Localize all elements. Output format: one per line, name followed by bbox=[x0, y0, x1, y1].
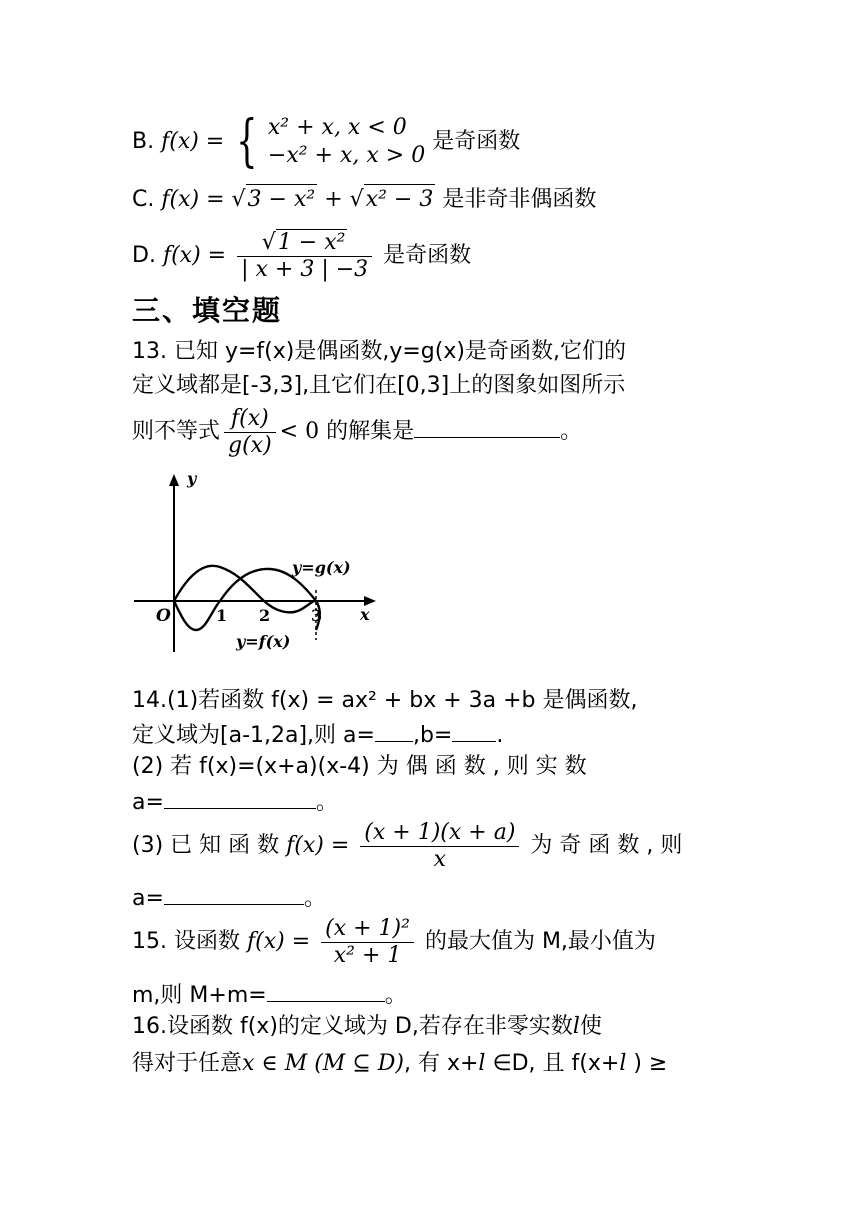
q13-relation: < 0 bbox=[279, 419, 320, 444]
option-b-label: B. bbox=[132, 129, 155, 154]
q14-line-1: 14.(1)若函数 f(x) = ax² + bx + 3a +b 是偶函数, bbox=[132, 688, 638, 713]
q14-l5post: 为 奇 函 数 , 则 bbox=[530, 833, 683, 858]
q13-line-1: 13. 已知 y=f(x)是偶函数,y=g(x)是奇函数,它们的 bbox=[132, 339, 626, 364]
q15-fx: f(x) = bbox=[246, 929, 311, 954]
option-c: C. f(x) = √3 − x² + √x² − 3 是非奇非偶函数 bbox=[132, 184, 596, 215]
q16-l1-var: l bbox=[572, 1014, 580, 1039]
piecewise-cases bbox=[268, 114, 425, 170]
q16-line-2 bbox=[132, 1049, 667, 1079]
q14-3-blank[interactable] bbox=[164, 882, 304, 905]
q14-line-6 bbox=[132, 882, 326, 914]
q14-b-blank[interactable] bbox=[452, 719, 496, 742]
q14-a-blank[interactable] bbox=[375, 719, 413, 742]
fraction-numerator: √1 − x² bbox=[237, 229, 372, 257]
option-b bbox=[132, 109, 521, 174]
option-b-tail: 是奇函数 bbox=[432, 129, 521, 154]
q15-l2a: m,则 M+m= bbox=[132, 983, 267, 1008]
q15-line-1 bbox=[132, 912, 656, 972]
option-d-fraction bbox=[237, 229, 372, 283]
q14-l5fx: f(x) = bbox=[286, 833, 350, 858]
option-c-fx: f(x) = bbox=[161, 187, 225, 212]
q14-numerator: (x + 1)(x + a) bbox=[360, 820, 519, 847]
q14-denominator: x bbox=[433, 846, 447, 872]
option-b-fx: f(x) = bbox=[161, 129, 225, 154]
q14-l4b: 。 bbox=[315, 790, 338, 815]
option-d-fx: f(x) = bbox=[162, 243, 227, 268]
tick-label-3: 3 bbox=[311, 606, 323, 625]
q13-numerator: f(x) bbox=[224, 406, 276, 433]
y-axis-label: y bbox=[187, 470, 197, 488]
q16-l1: 16.设函数 f(x)的定义域为 D,若存在非零实数 bbox=[132, 1014, 573, 1039]
q13-answer-blank[interactable] bbox=[414, 415, 560, 438]
origin-label: O bbox=[156, 606, 171, 626]
q15-blank[interactable] bbox=[267, 979, 385, 1002]
q16-l2var2: l bbox=[619, 1051, 627, 1076]
q14-l2b: ,b= bbox=[412, 723, 453, 748]
left-brace: { bbox=[236, 109, 258, 174]
q14-l2a: 定义域为[a-1,2a],则 a= bbox=[132, 723, 375, 748]
q13-pre: 则不等式 bbox=[132, 419, 221, 444]
q14-l6b: 。 bbox=[303, 886, 326, 911]
curve-f bbox=[174, 569, 323, 630]
q15-pre: 15. 设函数 bbox=[132, 929, 240, 954]
q14-l6a: a= bbox=[132, 886, 164, 911]
q15-line-2 bbox=[132, 979, 407, 1011]
q13-post: 的解集是 bbox=[319, 419, 415, 444]
q16-line-1 bbox=[132, 1012, 602, 1042]
radicand-2: x² − 3 bbox=[364, 184, 436, 215]
option-d-label: D. bbox=[132, 243, 156, 268]
q14-l4a: a= bbox=[132, 790, 164, 815]
q16-l2var1: l bbox=[478, 1051, 486, 1076]
case-1: x² + x, x < 0 bbox=[267, 115, 407, 140]
q15-fraction bbox=[321, 916, 414, 969]
q15-denominator: x² + 1 bbox=[333, 942, 402, 968]
option-c-tail: 是非奇非偶函数 bbox=[442, 187, 597, 212]
q13-end: 。 bbox=[560, 419, 583, 444]
q14-line-3: (2) 若 f(x)=(x+a)(x-4) 为 偶 函 数 , 则 实 数 bbox=[132, 754, 587, 779]
q13-line-2: 定义域都是[-3,3],且它们在[0,3]上的图象如图所示 bbox=[132, 373, 626, 398]
option-d-tail: 是奇函数 bbox=[383, 243, 472, 268]
q14-line-5 bbox=[132, 816, 682, 876]
plus-sign: + bbox=[324, 187, 343, 212]
q15-numerator: (x + 1)² bbox=[321, 916, 414, 943]
q16-l2mid: , 有 x+ bbox=[403, 1051, 479, 1076]
tick-label-1: 1 bbox=[216, 606, 228, 625]
q13-fraction bbox=[224, 406, 276, 459]
case-2: −x² + x, x > 0 bbox=[267, 143, 426, 168]
q14-2-blank[interactable] bbox=[164, 786, 316, 809]
y-axis-arrow bbox=[169, 474, 179, 486]
q16-l2math: x ∈ M (M ⊆ D) bbox=[242, 1051, 404, 1076]
q14-fraction bbox=[360, 820, 519, 873]
q13-line-3 bbox=[132, 402, 582, 462]
section-heading: 三、填空题 bbox=[132, 294, 283, 327]
option-c-label: C. bbox=[132, 187, 155, 212]
fraction-denominator: | x + 3 | −3 bbox=[241, 257, 369, 282]
q14-l5pre: (3) 已 知 函 数 bbox=[132, 833, 280, 858]
radicand-1: 3 − x² bbox=[246, 184, 318, 215]
q15-l2b: 。 bbox=[384, 983, 407, 1008]
q14-l2c: . bbox=[496, 723, 504, 748]
q16-l2end: ) ≥ bbox=[626, 1051, 668, 1076]
q14-line-2 bbox=[132, 719, 503, 751]
q15-post: 的最大值为 M,最小值为 bbox=[424, 929, 656, 954]
function-graph bbox=[130, 470, 380, 655]
q16-l2pre: 得对于任意 bbox=[132, 1051, 243, 1076]
q16-l2mid2: ∈D, 且 f(x+ bbox=[485, 1051, 620, 1076]
label-f: y=f(x) bbox=[236, 632, 291, 651]
numerator-radicand: 1 − x² bbox=[277, 230, 346, 255]
q13-denominator: g(x) bbox=[228, 432, 272, 458]
option-d bbox=[132, 228, 471, 284]
q16-l1-end: 使 bbox=[579, 1014, 602, 1039]
tick-label-2: 2 bbox=[259, 606, 271, 625]
q14-line-4 bbox=[132, 786, 338, 818]
label-g: y=g(x) bbox=[292, 558, 351, 577]
x-axis-label: x bbox=[360, 605, 370, 624]
